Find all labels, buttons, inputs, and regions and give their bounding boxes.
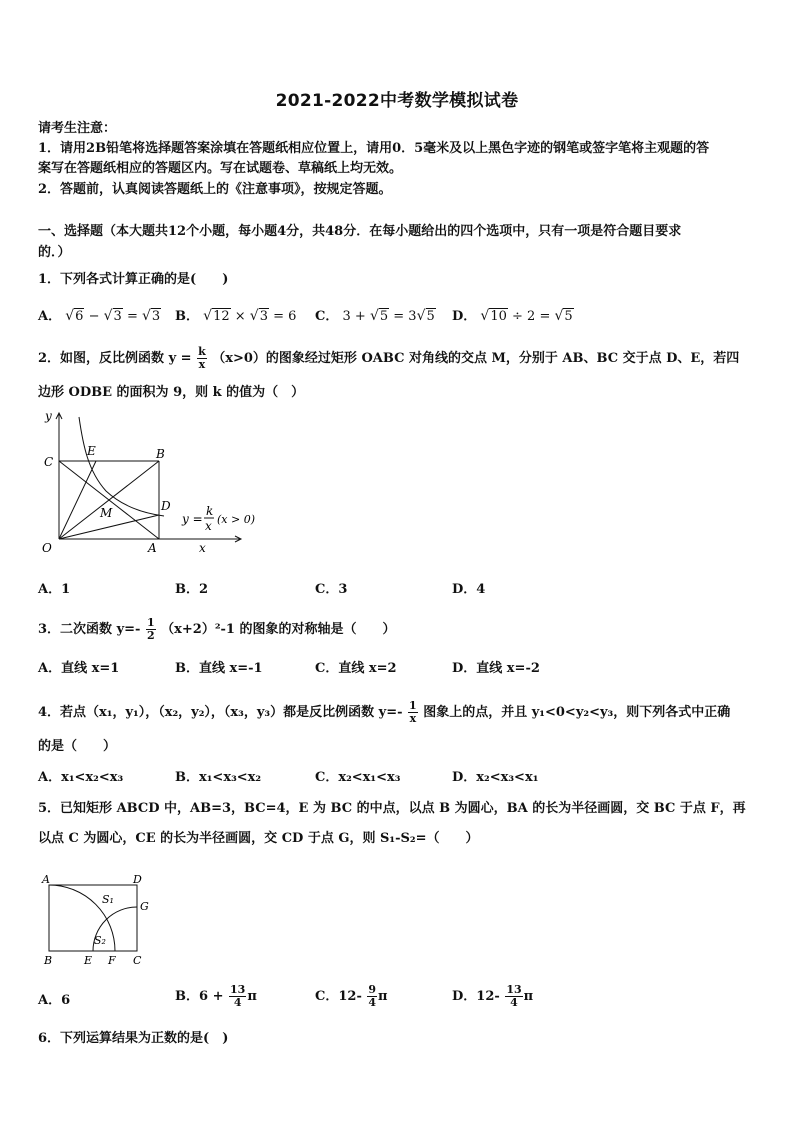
q1-b-result: = 6	[273, 309, 297, 324]
q2-eq-lhs: y =	[182, 512, 203, 526]
q4-option-c: C．x₂<x₁<x₃	[315, 770, 401, 785]
q5-stem-line2: 以点 C 为圆心，CE 的长为半径画圆，交 CD 于点 G，则 S₁-S₂=（ ）	[38, 831, 479, 846]
q2-segment-oe	[59, 461, 96, 539]
q2-label-a: A	[148, 541, 157, 555]
q2-option-d: D．4	[452, 582, 486, 597]
q5-b-post: π	[247, 989, 257, 1004]
q5-option-c	[315, 984, 388, 1009]
q4-fraction: $\frac{1}{x}$	[409, 699, 417, 725]
q1-c-rad1: 5	[379, 309, 389, 324]
q4-stem-line2: 的是（ ）	[38, 739, 117, 754]
q5-label-f: F	[108, 954, 116, 967]
q6-stem: 6．下列运算结果为正数的是( )	[38, 1031, 229, 1046]
q3-stem	[38, 617, 396, 642]
q1-b-rad2: 3	[259, 309, 268, 324]
q5-b-label: B．	[175, 989, 199, 1004]
notice-heading: 请考生注意：	[38, 121, 117, 136]
q2-eq-den: x	[205, 519, 212, 533]
q1-b-rad1: 12	[213, 309, 230, 324]
q5-label-c: C	[133, 954, 142, 967]
q1-c-pre: 3 +	[342, 309, 366, 324]
q2-label-d: D	[161, 499, 171, 513]
q5-c-fraction: $\frac{9}{4}$	[368, 983, 377, 1009]
q2-label-b: B	[156, 447, 165, 461]
q1-d-label: D．	[452, 309, 477, 324]
q3-fraction: $\frac{1}{2}$	[146, 616, 155, 642]
q2-label-c: C	[44, 455, 54, 469]
q2-fraction: $\frac{k}{x}$	[198, 345, 206, 371]
q5-label-g: G	[140, 900, 149, 913]
q2-figure	[36, 405, 266, 555]
q1-option-a: A． √6 − √3 = √3	[38, 308, 161, 324]
notice-item2: 2．答题前，认真阅读答题纸上的《注意事项》，按规定答题。	[38, 182, 392, 197]
notice-item1-line1: 1．请用2B铅笔将选择题答案涂填在答题纸相应位置上，请用0．5毫米及以上黑色字迹的钢笔或签字笔将主观题的答	[38, 141, 710, 156]
page-title: 2021-2022中考数学模拟试卷	[275, 91, 519, 111]
q3-stem-b: （x+2）²-1 的图象的对称轴是（ ）	[161, 622, 396, 637]
q1-c-label: C．	[315, 309, 339, 324]
q3-option-b: B．直线 x=-1	[175, 661, 263, 676]
q2-label-o: O	[42, 541, 52, 555]
q5-rectangle	[49, 885, 137, 951]
q2-label-x: x	[199, 541, 206, 555]
q5-label-s2: S₂	[94, 934, 106, 947]
q4-stem-b: 图象上的点，并且 y₁<0<y₂<y₃，则下列各式中正确	[423, 705, 731, 720]
q1-a-label: A．	[38, 309, 62, 324]
section-heading-line1: 一、选择题（本大题共12个小题，每小题4分，共48分．在每小题给出的四个选项中，只有一项是符合题目要求	[38, 224, 682, 239]
q1-option-d: D． √10 ÷ 2 = √5	[452, 308, 573, 324]
q5-c-pre: 12-	[338, 989, 362, 1004]
q5-option-d	[452, 984, 533, 1009]
q2-eq-num: k	[206, 504, 214, 518]
q5-figure	[36, 868, 166, 968]
q5-label-s1: S₁	[102, 893, 114, 906]
q5-d-post: π	[523, 989, 534, 1004]
q3-stem-a: 3．二次函数 y=-	[38, 622, 141, 637]
q4-option-d: D．x₂<x₃<x₁	[452, 770, 539, 785]
q5-option-a: A．6	[38, 993, 71, 1008]
section-heading-line2: 的．）	[38, 245, 71, 260]
q5-label-e: E	[84, 954, 93, 967]
q1-option-c: C． 3 + √5 = 3√5	[315, 308, 435, 324]
q5-d-fraction: $\frac{13}{4}$	[506, 983, 522, 1009]
q2-stem-b: （x>0）的图象经过矩形 OABC 对角线的交点 M，分别于 AB、BC 交于点 D、E，若四	[212, 351, 740, 366]
q1-b-label: B．	[175, 309, 199, 324]
q2-stem-line2: 边形 ODBE 的面积为 9，则 k 的值为（ ）	[38, 385, 305, 400]
q5-d-pre: 12-	[476, 989, 500, 1004]
q1-a-rad2: 3	[113, 309, 122, 324]
q5-label-b: B	[44, 954, 53, 967]
q1-stem: 1．下列各式计算正确的是( )	[38, 272, 229, 287]
q2-label-m: M	[100, 506, 113, 520]
q1-a-rad3: 3	[151, 309, 161, 324]
q1-d-rad1: 10	[490, 309, 507, 324]
q5-option-b	[175, 984, 257, 1009]
q2-option-c: C．3	[315, 582, 348, 597]
q3-option-a: A．直线 x=1	[38, 661, 120, 676]
q4-stem-a: 4．若点（x₁，y₁），（x₂，y₂），（x₃，y₃）都是反比例函数 y=-	[38, 705, 403, 720]
q5-d-label: D．	[452, 989, 477, 1004]
q1-c-rad2: 5	[426, 309, 435, 324]
q5-b-pre: 6 +	[199, 989, 224, 1004]
q4-stem-line1	[38, 700, 730, 725]
q1-d-rad2: 5	[564, 309, 573, 324]
q5-label-a: A	[42, 873, 50, 886]
q2-stem-a: 2．如图，反比例函数 y =	[38, 351, 192, 366]
q2-eq-cond: (x > 0)	[217, 513, 255, 526]
q1-option-b: B． √12 × √3 = 6	[175, 308, 297, 324]
q2-label-y: y	[45, 409, 52, 423]
q1-d-mid: ÷ 2 =	[512, 309, 551, 324]
q3-option-d: D．直线 x=-2	[452, 661, 540, 676]
q1-a-rad1: 6	[75, 309, 84, 324]
q2-stem-line1	[38, 346, 739, 371]
q1-c-mid: = 3	[393, 309, 417, 324]
q4-option-a: A．x₁<x₂<x₃	[38, 770, 124, 785]
q3-option-c: C．直线 x=2	[315, 661, 397, 676]
q2-option-a: A．1	[38, 582, 71, 597]
q5-c-post: π	[378, 989, 388, 1004]
q2-label-e: E	[87, 444, 96, 458]
q4-option-b: B．x₁<x₃<x₂	[175, 770, 262, 785]
q5-label-d: D	[133, 873, 142, 886]
q5-b-fraction: $\frac{13}{4}$	[230, 983, 246, 1009]
q2-option-b: B．2	[175, 582, 209, 597]
q5-c-label: C．	[315, 989, 339, 1004]
notice-item1-line2: 案写在答题纸相应的答题区内。写在试题卷、草稿纸上均无效。	[38, 161, 403, 176]
q5-stem-line1: 5．已知矩形 ABCD 中，AB=3，BC=4，E 为 BC 的中点，以点 B 为圆心，BA 的长为半径画圆，交 BC 于点 F，再	[38, 801, 746, 816]
